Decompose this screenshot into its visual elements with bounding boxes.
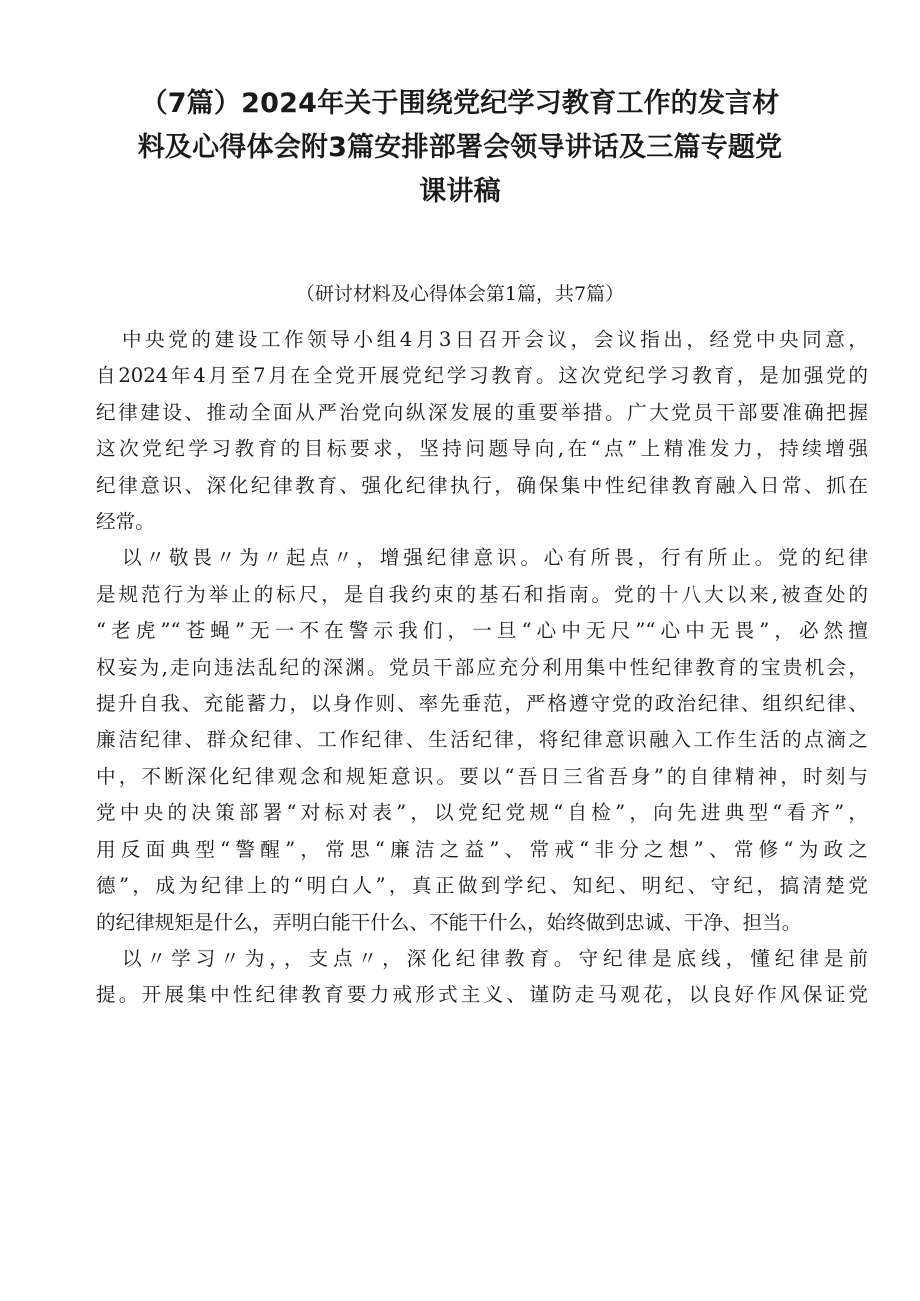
title-line: 课讲稿	[419, 176, 501, 207]
document-subtitle: （研讨材料及心得体会第1篇，共7篇）	[295, 283, 625, 305]
paragraph-line: 提。开展集中性纪律教育要力戒形式主义、谨防走马观花，以良好作风保证党	[96, 983, 868, 1007]
paragraph-1	[96, 322, 868, 540]
paragraph-3	[96, 941, 868, 1014]
paragraph-line: 纪律意识、深化纪律教育、强化纪律执行，确保集中性纪律教育融入日常、抓在	[96, 473, 868, 497]
paragraph-line: 纪律建设、推动全面从严治党向纵深发展的重要举措。广大党员干部要准确把握	[96, 400, 868, 424]
paragraph-line: 自2024年4月至7月在全党开展党纪学习教育。这次党纪学习教育，是加强党的	[96, 364, 868, 388]
paragraph-line: 提升自我、充能蓄力，以身作则、率先垂范，严格遵守党的政治纪律、组织纪律、	[96, 692, 868, 716]
title-line: 料及心得体会附3篇安排部署会领导讲话及三篇专题党	[137, 132, 783, 163]
paragraph-line: 廉洁纪律、群众纪律、工作纪律、生活纪律，将纪律意识融入工作生活的点滴之	[96, 728, 868, 752]
paragraph-line: 中，不断深化纪律观念和规矩意识。要以“吾日三省吾身”的自律精神，时刻与	[96, 764, 868, 788]
paragraph-line: “老虎”“苍蝇”无一不在警示我们，一旦“心中无尺”“心中无畏”，必然擅	[96, 619, 868, 643]
paragraph-line: 这次党纪学习教育的目标要求，坚持问题导向,在“点”上精准发力，持续增强	[96, 437, 868, 461]
title-line: （7篇）2024年关于围绕党纪学习教育工作的发言材	[140, 88, 780, 119]
paragraph-line: 用反面典型“警醒”，常思“廉洁之益”、常戒“非分之想”、常修“为政之	[96, 837, 868, 861]
paragraph-line: 德”，成为纪律上的“明白人”，真正做到学纪、知纪、明纪、守纪，搞清楚党	[96, 874, 868, 898]
paragraph-2	[96, 540, 868, 940]
paragraph-line: 经常。	[96, 510, 155, 534]
paragraph-line: 权妄为,走向违法乱纪的深渊。党员干部应充分利用集中性纪律教育的宝贵机会，	[96, 655, 868, 679]
paragraph-line: 以〃敬畏〃为〃起点〃，增强纪律意识。心有所畏，行有所止。党的纪律	[122, 546, 868, 570]
paragraph-line: 中央党的建设工作领导小组4月3日召开会议，会议指出，经党中央同意，	[122, 328, 868, 351]
document-title	[100, 82, 820, 214]
paragraph-line: 是规范行为举止的标尺，是自我约束的基石和指南。党的十八大以来,被查处的	[96, 582, 868, 606]
paragraph-line: 党中央的决策部署“对标对表”，以党纪党规“自检”，向先进典型“看齐”，	[96, 801, 868, 825]
document-body	[96, 322, 868, 1014]
paragraph-line: 的纪律规矩是什么，弄明白能干什么、不能干什么，始终做到忠诚、干净、担当。	[96, 910, 802, 934]
paragraph-line: 以〃学习〃为，，支点〃，深化纪律教育。守纪律是底线，懂纪律是前	[122, 946, 868, 970]
